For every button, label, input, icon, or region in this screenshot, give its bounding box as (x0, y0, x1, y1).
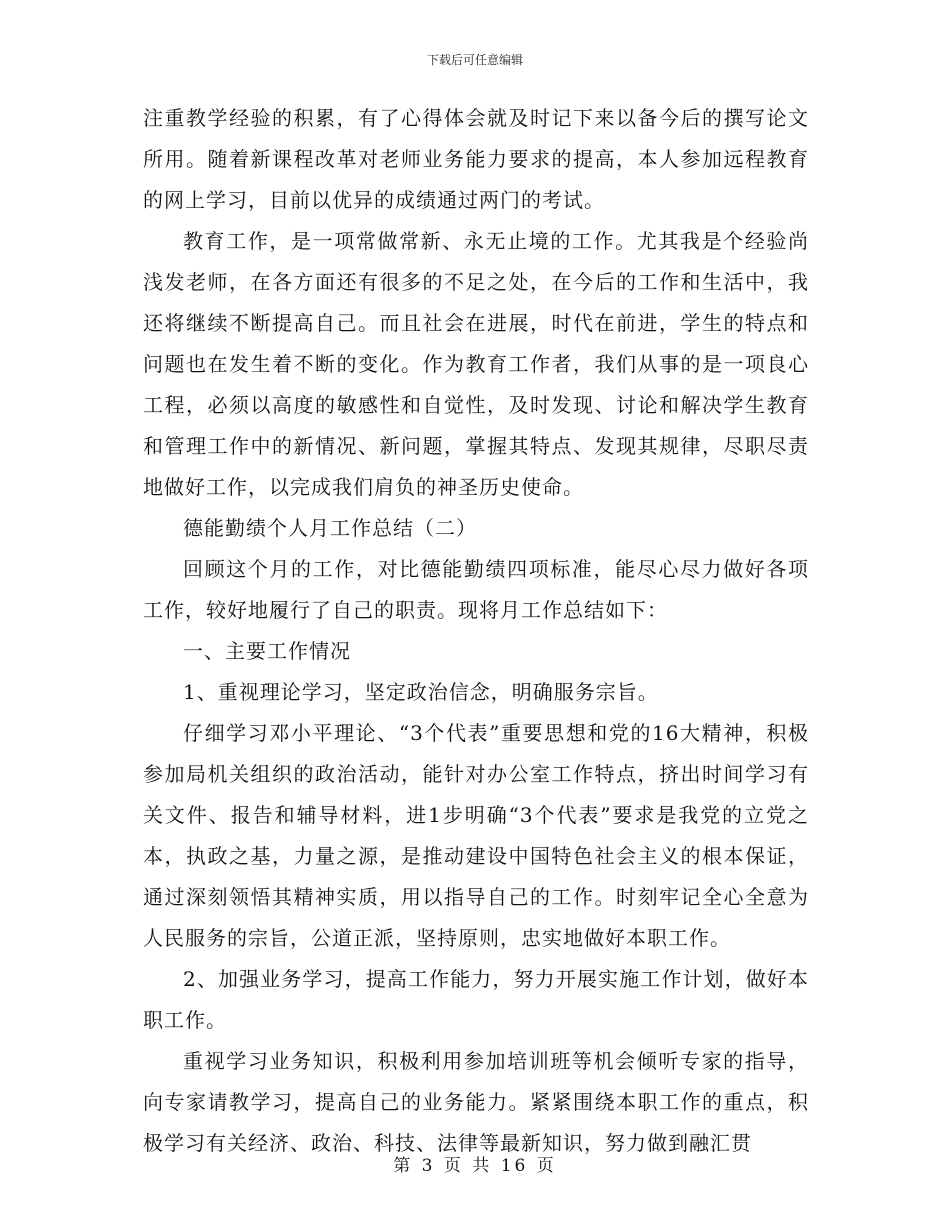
page-footer: 第 3 页 共 16 页 (393, 1156, 557, 1176)
paragraph-5: 重视学习业务知识，积极利用参加培训班等机会倾听专家的指导，向专家请教学习，提高自己的业务能力。紧紧围绕本职工作的重点，积极学习有关经济、政治、科技、法律等最新知识，努力做到融汇贯 (143, 1049, 809, 1155)
document-body (143, 98, 809, 1164)
section-title: 德能勤绩个人月工作总结（二） (183, 516, 477, 540)
paragraph-4: 仔细学习邓小平理论、“3个代表”重要思想和党的16大精神，积极参加局机关组织的政治活动，能针对办公室工作特点，挤出时间学习有关文件、报告和辅导材料，进1步明确“3个代表”要求是我党的立党之本，执政之基，力量之源，是推动建设中国特色社会主义的根本保证，通过深刻领悟其精神实质，用以指导自己的工作。时刻牢记全心全意为人民服务的宗旨，公道正派，坚持原则，忠实地做好本职工作。 (143, 721, 809, 950)
paragraph-3: 回顾这个月的工作，对比德能勤绩四项标准，能尽心尽力做好各项工作，较好地履行了自己的职责。现将月工作总结如下： (143, 557, 809, 622)
paragraph-2: 教育工作，是一项常做常新、永无止境的工作。尤其我是个经验尚浅发老师，在各方面还有很多的不足之处，在今后的工作和生活中，我还将继续不断提高自己。而且社会在进展，时代在前进，学生的特点和问题也在发生着不断的变化。作为教育工作者，我们从事的是一项良心工程，必须以高度的敏感性和自觉性，及时发现、讨论和解决学生教育和管理工作中的新情况、新问题，掌握其特点、发现其规律，尽职尽责地做好工作，以完成我们肩负的神圣历史使命。 (143, 229, 809, 499)
paragraph-1: 注重教学经验的积累，有了心得体会就及时记下来以备今后的撰写论文所用。随着新课程改革对老师业务能力要求的提高，本人参加远程教育的网上学习，目前以优异的成绩通过两门的考试。 (143, 106, 809, 212)
heading-item-2: 2、加强业务学习，提高工作能力，努力开展实施工作计划，做好本职工作。 (143, 967, 809, 1032)
heading-main-work: 一、主要工作情况 (183, 639, 351, 663)
heading-item-1: 1、重视理论学习，坚定政治信念，明确服务宗旨。 (183, 680, 659, 704)
page-header: 下载后可任意编辑 (426, 53, 523, 67)
